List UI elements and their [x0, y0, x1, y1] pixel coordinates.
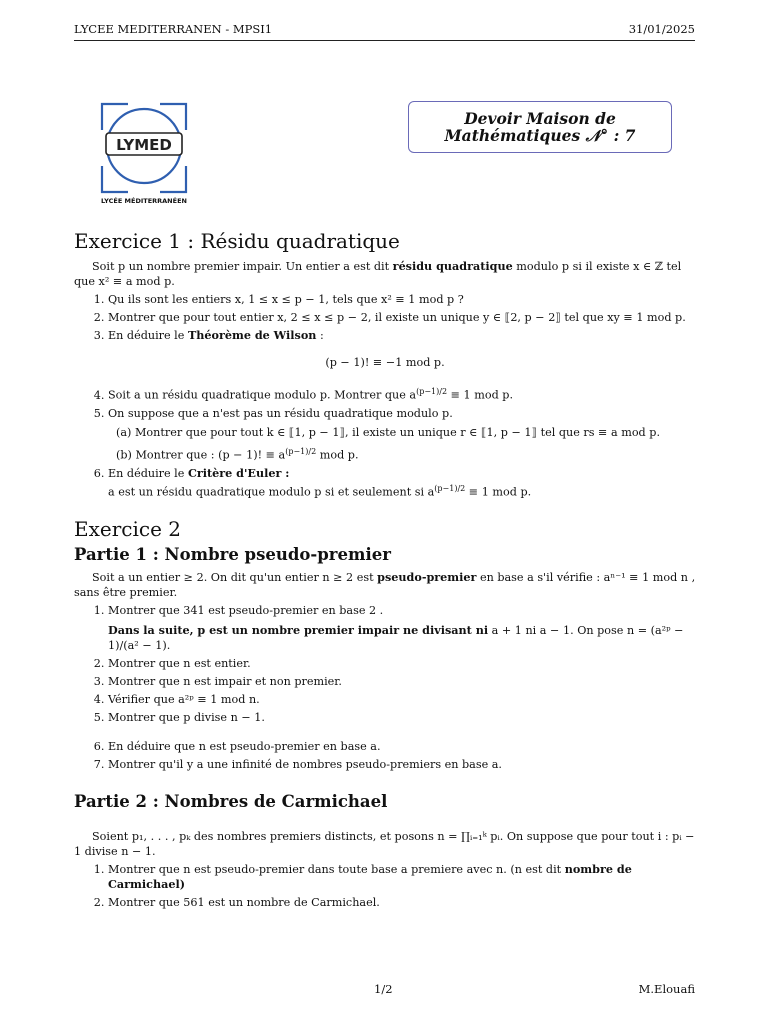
ex2-question-5: 5. Montrer que p divise n − 1.	[108, 710, 696, 725]
title-line-1: Devoir Maison de	[464, 109, 616, 128]
header-date: 31/01/2025	[628, 22, 695, 36]
ex2-question-6: 6. En déduire que n est pseudo-premier en base a.	[108, 739, 696, 754]
exercise-1-title: Exercice 1 : Résidu quadratique	[74, 229, 400, 253]
document-body	[74, 228, 696, 913]
ex2-question-1: 1. Montrer que 341 est pseudo-premier en base 2 . Dans la suite, p est un nombre premier impair ne divisant ni a + 1 ni a − 1. On pose n = (a²ᵖ − 1)/(a² − 1).	[108, 603, 696, 653]
part-1-questions	[74, 603, 696, 772]
ex1-question-5: 5. On suppose que a n'est pas un résidu quadratique modulo p. (a) Montrer que pour tout k ∈ ⟦1, p − 1⟧, il existe un unique r ∈ ⟦1, p − 1⟧ tel que rs ≡ a mod p. (b) Montrer que : (p − 1)! ≡ $a^{(p-1)/2}$ mod p.	[108, 406, 696, 463]
ex1-question-5-sub	[108, 425, 696, 463]
ex1-question-5a: (a) Montrer que pour tout k ∈ ⟦1, p − 1⟧, il existe un unique r ∈ ⟦1, p − 1⟧ tel que rs ≡ a mod p.	[116, 425, 660, 439]
ex2-question-2: 2. Montrer que n est entier.	[108, 656, 696, 671]
ex2-question-4: 4. Vérifier que a²ᵖ ≡ 1 mod n.	[108, 692, 696, 707]
exercise-1-questions	[74, 292, 696, 500]
page-number: 1/2	[374, 982, 393, 996]
page-header	[74, 22, 695, 41]
ex1-question-2: 2. Montrer que pour tout entier x, 2 ≤ x ≤ p − 2, il existe un unique y ∈ ⟦2, p − 2⟧ tel que xy ≡ 1 mod p.	[108, 310, 696, 325]
wilson-formula: (p − 1)! ≡ −1 mod p.	[325, 356, 445, 369]
part-2-question-1: 1. Montrer que n est pseudo-premier dans toute base a premiere avec n. (n est dit nombre de Carmichael)	[108, 862, 696, 892]
logo-caption: LYCÉE MÉDITERRANÉEN	[101, 197, 187, 205]
part-1-intro: Soit a un entier ≥ 2. On dit qu'un entier n ≥ 2 est pseudo-premier en base a s'il vérifie : aⁿ⁻¹ ≡ 1 mod n , sans être premier.	[74, 570, 696, 600]
ex1-question-3: 3. En déduire le Théorème de Wilson : (p − 1)! ≡ −1 mod p.	[108, 328, 696, 370]
part-2-title: Partie 2 : Nombres de Carmichael	[74, 792, 388, 812]
ex1-question-1: 1. Qu ils sont les entiers x, 1 ≤ x ≤ p − 1, tels que x² ≡ 1 mod p ?	[108, 292, 696, 307]
ex2-question-7: 7. Montrer qu'il y a une infinité de nombres pseudo-premiers en base a.	[108, 757, 696, 772]
logo-text: LYMED	[116, 136, 172, 154]
part-1-title: Partie 1 : Nombre pseudo-premier	[74, 545, 391, 565]
title-box	[408, 101, 672, 153]
exercise-2-title: Exercice 2	[74, 517, 181, 542]
author-name: M.Elouafi	[638, 982, 695, 996]
ex1-question-6: 6. En déduire le Critère d'Euler : a est un résidu quadratique modulo p si et seulement si $a^{(p-1)/2} \equiv 1$ mod p.	[108, 466, 696, 500]
ex1-question-4: 4. Soit a un résidu quadratique modulo p. Montrer que $a^{(p-1)/2} \equiv 1$ mod p.	[108, 384, 696, 403]
title-line-2: Mathématiques 𝒩° : 7	[444, 126, 636, 145]
ex1-question-5b: (b) Montrer que : (p − 1)! ≡ $a^{(p-1)/2}$ mod p.	[116, 446, 359, 462]
exercise-1-intro: Soit p un nombre premier impair. Un entier a est dit résidu quadratique modulo p si il existe x ∈ ℤ tel que x² ≡ a mod p.	[74, 259, 682, 288]
header-school: LYCEE MEDITERRANEN - MPSI1	[74, 22, 273, 36]
ex2-question-3: 3. Montrer que n est impair et non premier.	[108, 674, 696, 689]
part-2-intro: Soient p₁, . . . , pₖ des nombres premiers distincts, et posons n = ∏ᵢ₌₁ᵏ pᵢ. On suppose que pour tout i : pᵢ − 1 divise n − 1.	[74, 830, 695, 859]
part-2-question-2: 2. Montrer que 561 est un nombre de Carmichael.	[108, 895, 696, 910]
part-2-questions	[74, 862, 696, 910]
school-logo	[98, 100, 190, 210]
